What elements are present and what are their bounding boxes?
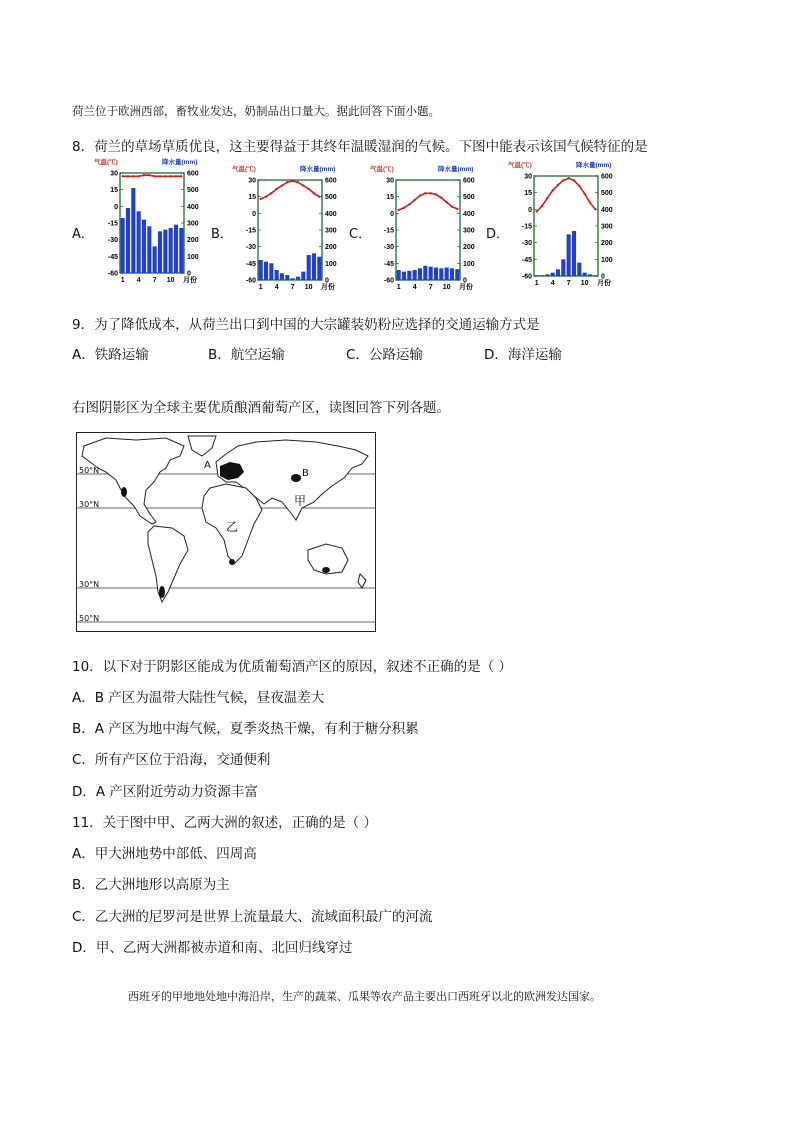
temperature-point: [265, 195, 267, 197]
month-axis-title: 月份: [321, 284, 335, 291]
precip-axis-title: 降水量(mm): [300, 166, 336, 173]
precip-tick-label: 400: [601, 206, 613, 214]
precip-bar: [126, 208, 130, 273]
temperature-point: [281, 184, 283, 186]
q10-option-a[interactable]: A．B 产区为温带大陆性气候，昼夜温差大: [72, 690, 325, 706]
month-tick-label: 4: [136, 277, 141, 284]
temperature-point: [143, 174, 145, 176]
precip-bar: [413, 270, 417, 280]
region-label-b: B: [302, 468, 309, 479]
temperature-point: [578, 185, 580, 187]
precip-tick-label: 200: [463, 244, 475, 252]
temperature-point: [302, 184, 304, 186]
precip-bar: [567, 234, 571, 276]
temp-tick-label: -60: [383, 277, 394, 285]
temperature-point: [408, 203, 410, 205]
temp-tick-label: 30: [248, 177, 256, 185]
temperature-point: [535, 210, 537, 212]
continent-label-jia: 甲: [294, 494, 307, 508]
temperature-point: [297, 181, 299, 183]
temperature-point: [562, 179, 564, 181]
temp-tick-label: -45: [383, 260, 394, 268]
precip-bar: [291, 278, 295, 280]
temp-axis-title: 气温(℃): [370, 166, 394, 173]
temp-tick-label: -15: [383, 227, 394, 235]
temperature-point: [148, 174, 150, 176]
temperature-point: [557, 184, 559, 186]
temp-tick-label: 15: [524, 190, 532, 198]
month-tick-label: 10: [442, 284, 451, 291]
month-tick-label: 1: [396, 284, 401, 291]
temp-axis-title: 气温(℃): [94, 159, 118, 166]
temperature-point: [164, 175, 166, 177]
temperature-point: [413, 199, 415, 201]
precip-bar: [402, 272, 406, 280]
precip-tick-label: 600: [325, 177, 337, 185]
precip-bar: [593, 275, 597, 276]
precip-bar: [312, 253, 316, 280]
continent-label-yi: 乙: [226, 520, 239, 534]
month-tick-label: 4: [550, 280, 555, 287]
precip-bar: [445, 268, 449, 281]
option-c-label[interactable]: C．: [349, 227, 372, 242]
temperature-point: [259, 198, 261, 200]
month-tick-label: 7: [566, 280, 571, 287]
temperature-point: [286, 181, 288, 183]
temperature-point: [291, 180, 293, 182]
precip-bar: [275, 270, 279, 280]
temperature-point: [419, 194, 421, 196]
temperature-point: [440, 197, 442, 199]
temp-tick-label: 30: [386, 177, 394, 185]
temperature-point: [594, 208, 596, 210]
climate-chart-d: [506, 158, 630, 294]
precip-axis-title: 降水量(mm): [162, 159, 198, 166]
temperature-point: [435, 193, 437, 195]
precip-bar: [577, 263, 581, 276]
temperature-point: [567, 177, 569, 179]
temp-axis-title: 气温(℃): [232, 166, 256, 173]
precip-tick-label: 0: [187, 270, 191, 278]
temp-tick-label: 30: [110, 170, 118, 178]
temp-tick-label: -60: [521, 273, 532, 281]
q11-option-d[interactable]: D．甲、乙两大洲都被赤道和南、北回归线穿过: [72, 940, 353, 956]
precip-bar: [434, 268, 438, 281]
precip-bar: [455, 269, 459, 280]
temperature-point: [132, 175, 134, 177]
intro-netherlands: 荷兰位于欧洲西部，畜牧业发达，奶制品出口量大。据此回答下面小题。: [72, 104, 440, 118]
q9-option-c[interactable]: C．公路运输: [346, 347, 423, 363]
temperature-point: [397, 209, 399, 211]
climate-chart-c: [368, 162, 492, 298]
precip-tick-label: 400: [463, 210, 475, 218]
month-tick-label: 10: [304, 284, 313, 291]
temperature-point: [175, 175, 177, 177]
precip-bar: [259, 260, 263, 280]
precip-bar: [174, 225, 178, 273]
precip-tick-label: 0: [325, 277, 329, 285]
month-tick-label: 1: [258, 284, 263, 291]
precip-bar: [418, 268, 422, 280]
precip-bar: [423, 266, 427, 280]
q9-option-d[interactable]: D．海洋运输: [484, 347, 562, 363]
precip-tick-label: 200: [187, 237, 199, 245]
month-axis-title: 月份: [183, 277, 197, 284]
lat-label-50s: 50°N: [79, 614, 100, 623]
precip-bar: [179, 228, 183, 273]
temp-tick-label: -45: [245, 260, 256, 268]
month-tick-label: 7: [152, 277, 157, 284]
precip-bar: [588, 274, 592, 276]
precip-bar: [556, 269, 560, 276]
precip-tick-label: 0: [601, 273, 605, 281]
q11-option-b[interactable]: B．乙大洲地形以高原为主: [72, 877, 230, 893]
precip-bar: [450, 268, 454, 280]
precip-bar: [317, 257, 321, 280]
month-axis-title: 月份: [597, 280, 611, 287]
q9-option-a[interactable]: A．铁路运输: [72, 347, 149, 363]
temp-tick-label: 30: [524, 173, 532, 181]
precip-bar: [269, 263, 273, 280]
precip-bar: [264, 262, 268, 280]
lat-label-30s: 30°N: [79, 580, 100, 589]
precip-tick-label: 100: [187, 253, 199, 261]
temperature-point: [275, 188, 277, 190]
temperature-point: [541, 205, 543, 207]
temperature-point: [169, 175, 171, 177]
precip-tick-label: 300: [463, 227, 475, 235]
precip-tick-label: 300: [601, 223, 613, 231]
temp-tick-label: 0: [114, 203, 118, 211]
precip-tick-label: 0: [463, 277, 467, 285]
temperature-point: [318, 195, 320, 197]
temp-tick-label: -30: [383, 244, 394, 252]
precip-tick-label: 600: [187, 170, 199, 178]
precip-tick-label: 400: [325, 210, 337, 218]
precip-bar: [397, 270, 401, 280]
climate-chart-b: [230, 162, 354, 298]
option-b-label[interactable]: B．: [211, 227, 233, 242]
precip-tick-label: 200: [325, 244, 337, 252]
chart-frame: [396, 180, 460, 280]
temp-tick-label: 0: [390, 210, 394, 218]
temperature-point: [445, 201, 447, 203]
precip-tick-label: 600: [601, 173, 613, 181]
temperature-point: [424, 192, 426, 194]
q10-option-d[interactable]: D．A 产区附近劳动力资源丰富: [72, 784, 258, 800]
precip-bar: [280, 273, 284, 280]
lat-label-50n: 50°N: [79, 466, 100, 475]
month-axis-title: 月份: [459, 284, 473, 291]
temp-tick-label: 15: [248, 194, 256, 202]
temperature-point: [546, 197, 548, 199]
month-tick-label: 4: [274, 284, 279, 291]
precip-bar: [296, 277, 300, 280]
temp-tick-label: -15: [107, 220, 118, 228]
q10-option-c[interactable]: C．所有产区位于沿海，交通便利: [72, 752, 271, 768]
temp-tick-label: -60: [245, 277, 256, 285]
temperature-point: [551, 189, 553, 191]
region-label-a: A: [204, 460, 211, 471]
option-a-label[interactable]: A．: [72, 227, 94, 242]
month-tick-label: 4: [412, 284, 417, 291]
precip-tick-label: 300: [325, 227, 337, 235]
precip-tick-label: 300: [187, 220, 199, 228]
temp-tick-label: -30: [521, 240, 532, 248]
precip-tick-label: 500: [463, 194, 475, 202]
temperature-point: [127, 175, 129, 177]
temperature-point: [451, 205, 453, 207]
chart-frame: [534, 176, 598, 276]
precip-tick-label: 200: [601, 240, 613, 248]
question-11: 11．关于图中甲、乙两大洲的叙述，正确的是（ ）: [72, 815, 377, 831]
temp-tick-label: -15: [245, 227, 256, 235]
temp-tick-label: 0: [528, 206, 532, 214]
lat-label-30n: 30°N: [79, 500, 100, 509]
precip-bar: [572, 231, 576, 276]
option-d-label[interactable]: D．: [486, 227, 510, 242]
temperature-point: [307, 188, 309, 190]
month-tick-label: 1: [120, 277, 125, 284]
precip-bar: [169, 228, 173, 273]
temperature-point: [403, 207, 405, 209]
temp-axis-title: 气温(℃): [508, 162, 532, 169]
precip-bar: [142, 220, 146, 273]
temp-tick-label: 0: [252, 210, 256, 218]
month-tick-label: 7: [428, 284, 433, 291]
question-10: 10．以下对于阴影区能成为优质葡萄酒产区的原因，叙述不正确的是（ ）: [72, 659, 512, 675]
temperature-point: [137, 175, 139, 177]
precip-tick-label: 600: [463, 177, 475, 185]
month-tick-label: 7: [290, 284, 295, 291]
precip-bar: [439, 268, 443, 280]
temperature-point: [583, 193, 585, 195]
precip-bar: [158, 231, 162, 273]
temperature-point: [270, 192, 272, 194]
temperature-point: [429, 192, 431, 194]
temp-tick-label: -45: [107, 253, 118, 261]
temp-tick-label: -45: [521, 256, 532, 264]
temperature-point: [313, 192, 315, 194]
temp-tick-label: -60: [107, 270, 118, 278]
precip-bar: [285, 275, 289, 280]
precip-tick-label: 100: [325, 260, 337, 268]
temp-tick-label: 15: [110, 187, 118, 195]
precip-bar: [429, 267, 433, 280]
precip-bar: [153, 246, 157, 273]
precip-bar: [121, 218, 125, 273]
precip-bar: [551, 273, 555, 276]
q11-option-a[interactable]: A．甲大洲地势中部低、四周高: [72, 846, 257, 862]
temperature-point: [180, 175, 182, 177]
precip-bar: [535, 275, 539, 276]
temp-tick-label: -30: [245, 244, 256, 252]
q11-option-c[interactable]: C．乙大洲的尼罗河是世界上流量最大、流域面积最广的河流: [72, 909, 433, 925]
month-tick-label: 10: [580, 280, 589, 287]
precip-tick-label: 500: [325, 194, 337, 202]
precip-bar: [540, 275, 544, 276]
q10-option-b[interactable]: B．A 产区为地中海气候，夏季炎热干燥，有利于糖分积累: [72, 721, 419, 737]
precip-tick-label: 100: [463, 260, 475, 268]
temp-tick-label: 15: [386, 194, 394, 202]
precip-bar: [163, 230, 167, 273]
precip-bar: [545, 274, 549, 276]
world-map: [76, 432, 376, 632]
precip-tick-label: 500: [187, 187, 199, 195]
question-8: 8．荷兰的草场草质优良，这主要得益于其终年温暖湿润的气候。下图中能表示该国气候特征的是: [72, 139, 648, 155]
precip-tick-label: 400: [187, 203, 199, 211]
precip-bar: [307, 255, 311, 280]
month-tick-label: 1: [534, 280, 539, 287]
temperature-point: [121, 175, 123, 177]
precip-bar: [137, 211, 141, 273]
question-9: 9．为了降低成本，从荷兰出口到中国的大宗罐装奶粉应选择的交通运输方式是: [72, 317, 540, 333]
temperature-point: [153, 175, 155, 177]
month-tick-label: 10: [166, 277, 175, 284]
climate-chart-a: [92, 155, 216, 291]
temp-tick-label: -15: [521, 223, 532, 231]
precip-axis-title: 降水量(mm): [576, 162, 612, 169]
intro-wine: 右图阴影区为全球主要优质酿酒葡萄产区，读图回答下列各题。: [72, 400, 450, 416]
precip-bar: [583, 273, 587, 276]
temperature-point: [456, 208, 458, 210]
precip-tick-label: 100: [601, 256, 613, 264]
precip-tick-label: 500: [601, 190, 613, 198]
precip-bar: [131, 188, 135, 273]
precip-bar: [147, 226, 151, 273]
precip-bar: [407, 271, 411, 280]
intro-spain: 西班牙的甲地地处地中海沿岸，生产的蔬菜、瓜果等农产品主要出口西班牙以北的欧洲发达国家。: [128, 990, 601, 1003]
temperature-point: [589, 201, 591, 203]
precip-axis-title: 降水量(mm): [438, 166, 474, 173]
temp-tick-label: -30: [107, 237, 118, 245]
precip-bar: [301, 272, 305, 280]
q9-option-b[interactable]: B．航空运输: [208, 347, 285, 363]
precip-bar: [561, 259, 565, 276]
temperature-point: [573, 179, 575, 181]
temperature-point: [159, 175, 161, 177]
